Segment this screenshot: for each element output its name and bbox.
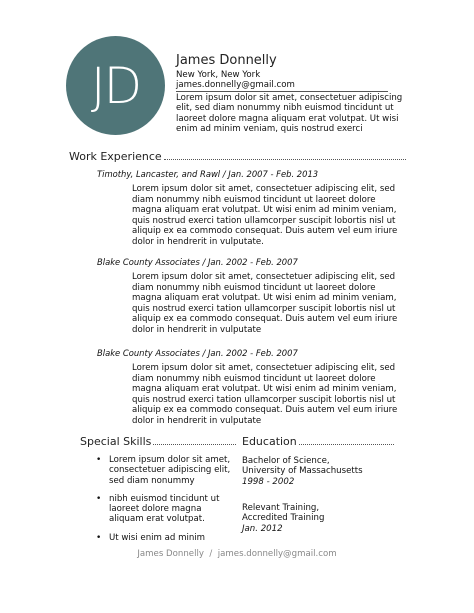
skill-item — [96, 533, 236, 543]
heading-dotted-leader — [153, 444, 236, 445]
edu-degree: Relevant Training, — [242, 503, 320, 513]
monogram-circle — [66, 36, 165, 135]
job-title-2: Blake County Associates / Jan. 2002 - Feb. 2007 — [97, 257, 298, 267]
work-experience-heading — [69, 150, 406, 163]
skill-text: nibh euismod tincidunt ut laoreet dolore magna aliquam erat volutpat. — [109, 493, 220, 525]
bullet-icon: • — [96, 532, 102, 543]
edu-school: Accredited Training — [242, 513, 325, 524]
applicant-email[interactable]: james.donnelly@gmail.com — [176, 80, 388, 92]
monogram-initials: JD — [90, 56, 141, 115]
edu-degree: Bachelor of Science, — [242, 456, 330, 466]
edu-school: University of Massachusetts — [242, 466, 363, 477]
applicant-name: James Donnelly — [176, 53, 277, 68]
special-skills-title: Special Skills — [80, 435, 152, 448]
heading-dotted-leader — [299, 444, 394, 445]
special-skills-heading — [80, 435, 236, 448]
job-title-1: Timothy, Lancaster, and Rawl / Jan. 2007 - Feb. 2013 — [97, 169, 319, 179]
skill-text: Lorem ipsum dolor sit amet, consectetuer adipiscing elit, sed diam nonummy — [109, 455, 231, 486]
skill-text: Ut wisi enim ad minim — [109, 532, 206, 543]
job-description-2: Lorem ipsum dolor sit amet, consectetuer adipiscing elit, sed diam nonummy nibh euismod tincidunt ut laoreet dolore magna aliquam erat volutpat. Ut wisi enim ad minim veniam, quis nostrud exerci tation ullamcorper suscipit lobortis nisl ut aliquip ex ea commodo consequat. Duis autem vel eum iriure dolor in hendrerit in vulputate — [132, 272, 398, 335]
education-heading — [242, 435, 394, 448]
heading-dotted-leader — [164, 159, 406, 160]
job-title-3: Blake County Associates / Jan. 2002 - Feb. 2007 — [97, 348, 298, 358]
edu-dates: Jan. 2012 — [242, 523, 283, 534]
footer-contact: James Donnelly / james.donnelly@gmail.com — [137, 549, 337, 559]
education-entry-2 — [242, 503, 324, 534]
job-description-1: Lorem ipsum dolor sit amet, consectetuer adipiscing elit, sed diam nonummy nibh euismod tincidunt ut laoreet dolore magna aliquam erat volutpat. Ut wisi enim ad minim veniam, quis nostrud exerci tation ullamcorper suscipit lobortis nisl ut aliquip ex ea commodo consequat. Duis autem vel eum iriure dolor in hendrerit in vulputate. — [132, 184, 398, 247]
education-entry-1 — [242, 456, 363, 487]
education-title: Education — [242, 435, 297, 448]
skills-list — [96, 455, 236, 551]
job-description-3: Lorem ipsum dolor sit amet, consectetuer adipiscing elit, sed diam nonummy nibh euismod tincidunt ut laoreet dolore magna aliquam erat volutpat. Ut wisi enim ad minim veniam, quis nostrud exerci tation ullamcorper suscipit lobortis nisl ut aliquip ex ea commodo consequat. Duis autem vel eum iriure dolor in hendrerit in vulputate — [132, 363, 398, 426]
summary-paragraph: Lorem ipsum dolor sit amet, consectetuer adipiscing elit, sed diam nonummy nibh euismod tincidunt ut laoreet dolore magna aliquam erat volutpat. Ut wisi enim ad minim veniam, quis nostrud exerci — [176, 93, 403, 134]
skill-item — [96, 494, 236, 525]
bullet-icon: • — [96, 455, 102, 465]
skill-item — [96, 455, 236, 486]
bullet-icon: • — [96, 493, 102, 504]
edu-dates: 1998 - 2002 — [242, 476, 295, 487]
applicant-location: New York, New York — [176, 70, 261, 80]
work-experience-title: Work Experience — [69, 150, 162, 163]
